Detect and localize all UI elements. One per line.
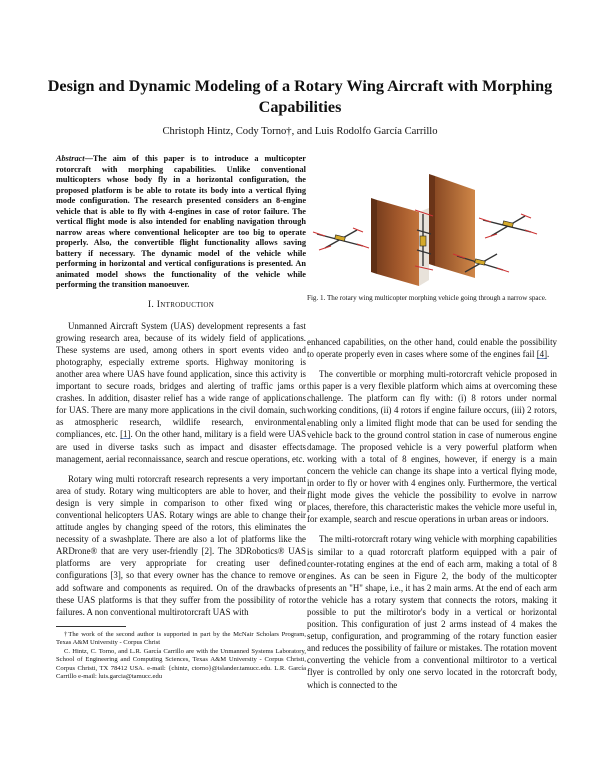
drone-horizontal-left — [313, 228, 369, 250]
citation-link[interactable]: [1] — [120, 429, 131, 440]
abstract-body: —The aim of this paper is to introduce a multicopter rotorcraft with morphing capabilities. Unlike conventional multicopters whose body fly in a horizontal configuration, the proposed platform is be able to rotate its body into a vertical flying mode configuration. The research presented considers an 8-engine vehicle that is able to fly with 4-engines in case of rotor failure. The vertical flight mode is also intended for enabling navigation through narrow areas where conventional helicopter are too big to operate properly. Also, the convertible flight functionality allows saving battery if necessary. The dynamic model of the vehicle while performing in horizontal and vertical configurations is presented. An animated model shows the functionality of the vehicle while performing the transition manoeuver. — [56, 154, 306, 289]
author-list: Christoph Hintz, Cody Torno†, and Luis Rodolfo García Carrillo — [162, 126, 438, 137]
figure-caption: Fig. 1. The rotary wing multicopter morphing vehicle going through a narrow space. — [307, 294, 547, 302]
front-wall — [377, 200, 419, 286]
left-column — [56, 154, 306, 682]
abstract — [56, 154, 306, 291]
intro-paragraph-2: Rotary wing multi rotorcraft research represents a very important area of study. Rotary wing multicopters are able to hover, and their design is very simple in comparison to other fixed wing or conventional helicopters UAS. Rotary wings are able to change their attitude angles by changing speed of the rotors, this eliminates the necessity of a swashplate. There are also a lot of platforms like the ARDrone® that are very user-friendly [2]. The 3DRobotics® UAS platforms are very appropriate for creating user defined configurations [3], so that every owner has the chance to remove or add software and components as required. On of the drawbacks of these UAS platforms is that they suffer from the possibility of rotor failures. A non conventional multirotorcraft UAS with — [56, 473, 306, 617]
footnote-funding: †The work of the second author is supported in part by the McNair Scholars Program, Texas A&M University - Corpus Christ — [56, 630, 306, 647]
paper-title: Design and Dynamic Modeling of a Rotary Wing Aircraft with Morphing Capabilities — [47, 77, 553, 116]
intro-paragraph-1: Unmanned Aircraft System (UAS) development represents a fast growing research area, because of its widely field of applications. These systems are used, among others in sport events video and photography, especially extreme sports. Highway monitoring is another area where UAS have found application, since this activity is important to secure roads, bridges and alerting of traffic jams or crashes. In addition, disaster relief has a wide range of applications for UAS. There are many more applications in the civil domain, such as atmospheric research, wildlife research, environmental compliances, etc. [1]. On the other hand, military is a field were UAS are used in diverse tasks such as impact and disaster effects management, aerial reconnaissance, search and rescue operations, etc. — [56, 320, 306, 464]
footnote-affiliations: C. Hintz, C. Torno, and L.R. García Carrillo are with the Unmanned Systems Laboratory, School of Engineering and Computing Sciences, Texas A&M University - Corpus Christi, Corpus Christi, TX 78412 USA. e-mail: {chintz, ctorno}@islander.tamucc.edu. L.R. García Carrillo e-mail: luis.garcia@tamucc.edu — [56, 648, 306, 680]
abstract-label: Abstract — [56, 154, 85, 163]
figure-morphing-vehicle — [307, 170, 557, 288]
intro-paragraph-4: The convertible or morphing multi-rotorcraft vehicle proposed in this paper is a very flexible platform which aims at overcoming these challenge. The platform can fly with: (i) 8 rotors under normal working conditions, (ii) 4 rotors if engine failure occurs, (iii) 2 rotors, enabling only a limited flight mode that can be used for sending the vehicle back to the ground control station in case of numerous engine damage. The proposed vehicle is a very powerful platform when working with a total of 8 engines, however, if energy is a main concern the vehicle can change its shape into a vertical flying mode, in order to fly or hover with 4 engines only. Furthermore, the vertical flight mode gives the vehicle the possibility to evolve in narrow places, therefore, this characteristic makes the vehicle more useful in, for example, search and rescue operations in urban areas or indoors. — [307, 369, 557, 525]
drone-horizontal-right — [479, 214, 537, 238]
footnote-divider — [56, 626, 126, 627]
back-wall — [435, 176, 475, 278]
figure-illustration — [307, 170, 557, 288]
intro-paragraph-3: enhanced capabilities, on the other hand, could enable the possibility to operate properly even in cases where some of the engines fail [4]. — [307, 337, 557, 360]
right-column — [307, 336, 557, 699]
intro-paragraph-5: The milti-rotorcraft rotary wing vehicle with morphing capabilities is similar to a quad rotorcraft platform equipped with a pair of counter-rotating engines at the end of each arm, making a total of 8 engines. As can be seen in Figure 2, the body of the multicopter presents an "H" shape, i.e., it has 2 main arms. At the end of each arm the vehicle has a rotary system that connects the rotors, making it possible to put the miltirotor's body in a vertical or horizontal position. This configuration of just 2 arms instead of 4 makes the setup, configuration, and programming of the rotary function easier and reduces the possibility of failure or mistakes. The rotation movent converting the vehicle from a conventional miltirotor to a vertical flyer is controlled by only one servo located in the rotorcraft body, which is connected to the — [307, 534, 557, 690]
section-heading-introduction: I. Introduction — [147, 298, 215, 310]
footnotes — [56, 631, 306, 681]
citation-link[interactable]: [4] — [536, 349, 548, 360]
